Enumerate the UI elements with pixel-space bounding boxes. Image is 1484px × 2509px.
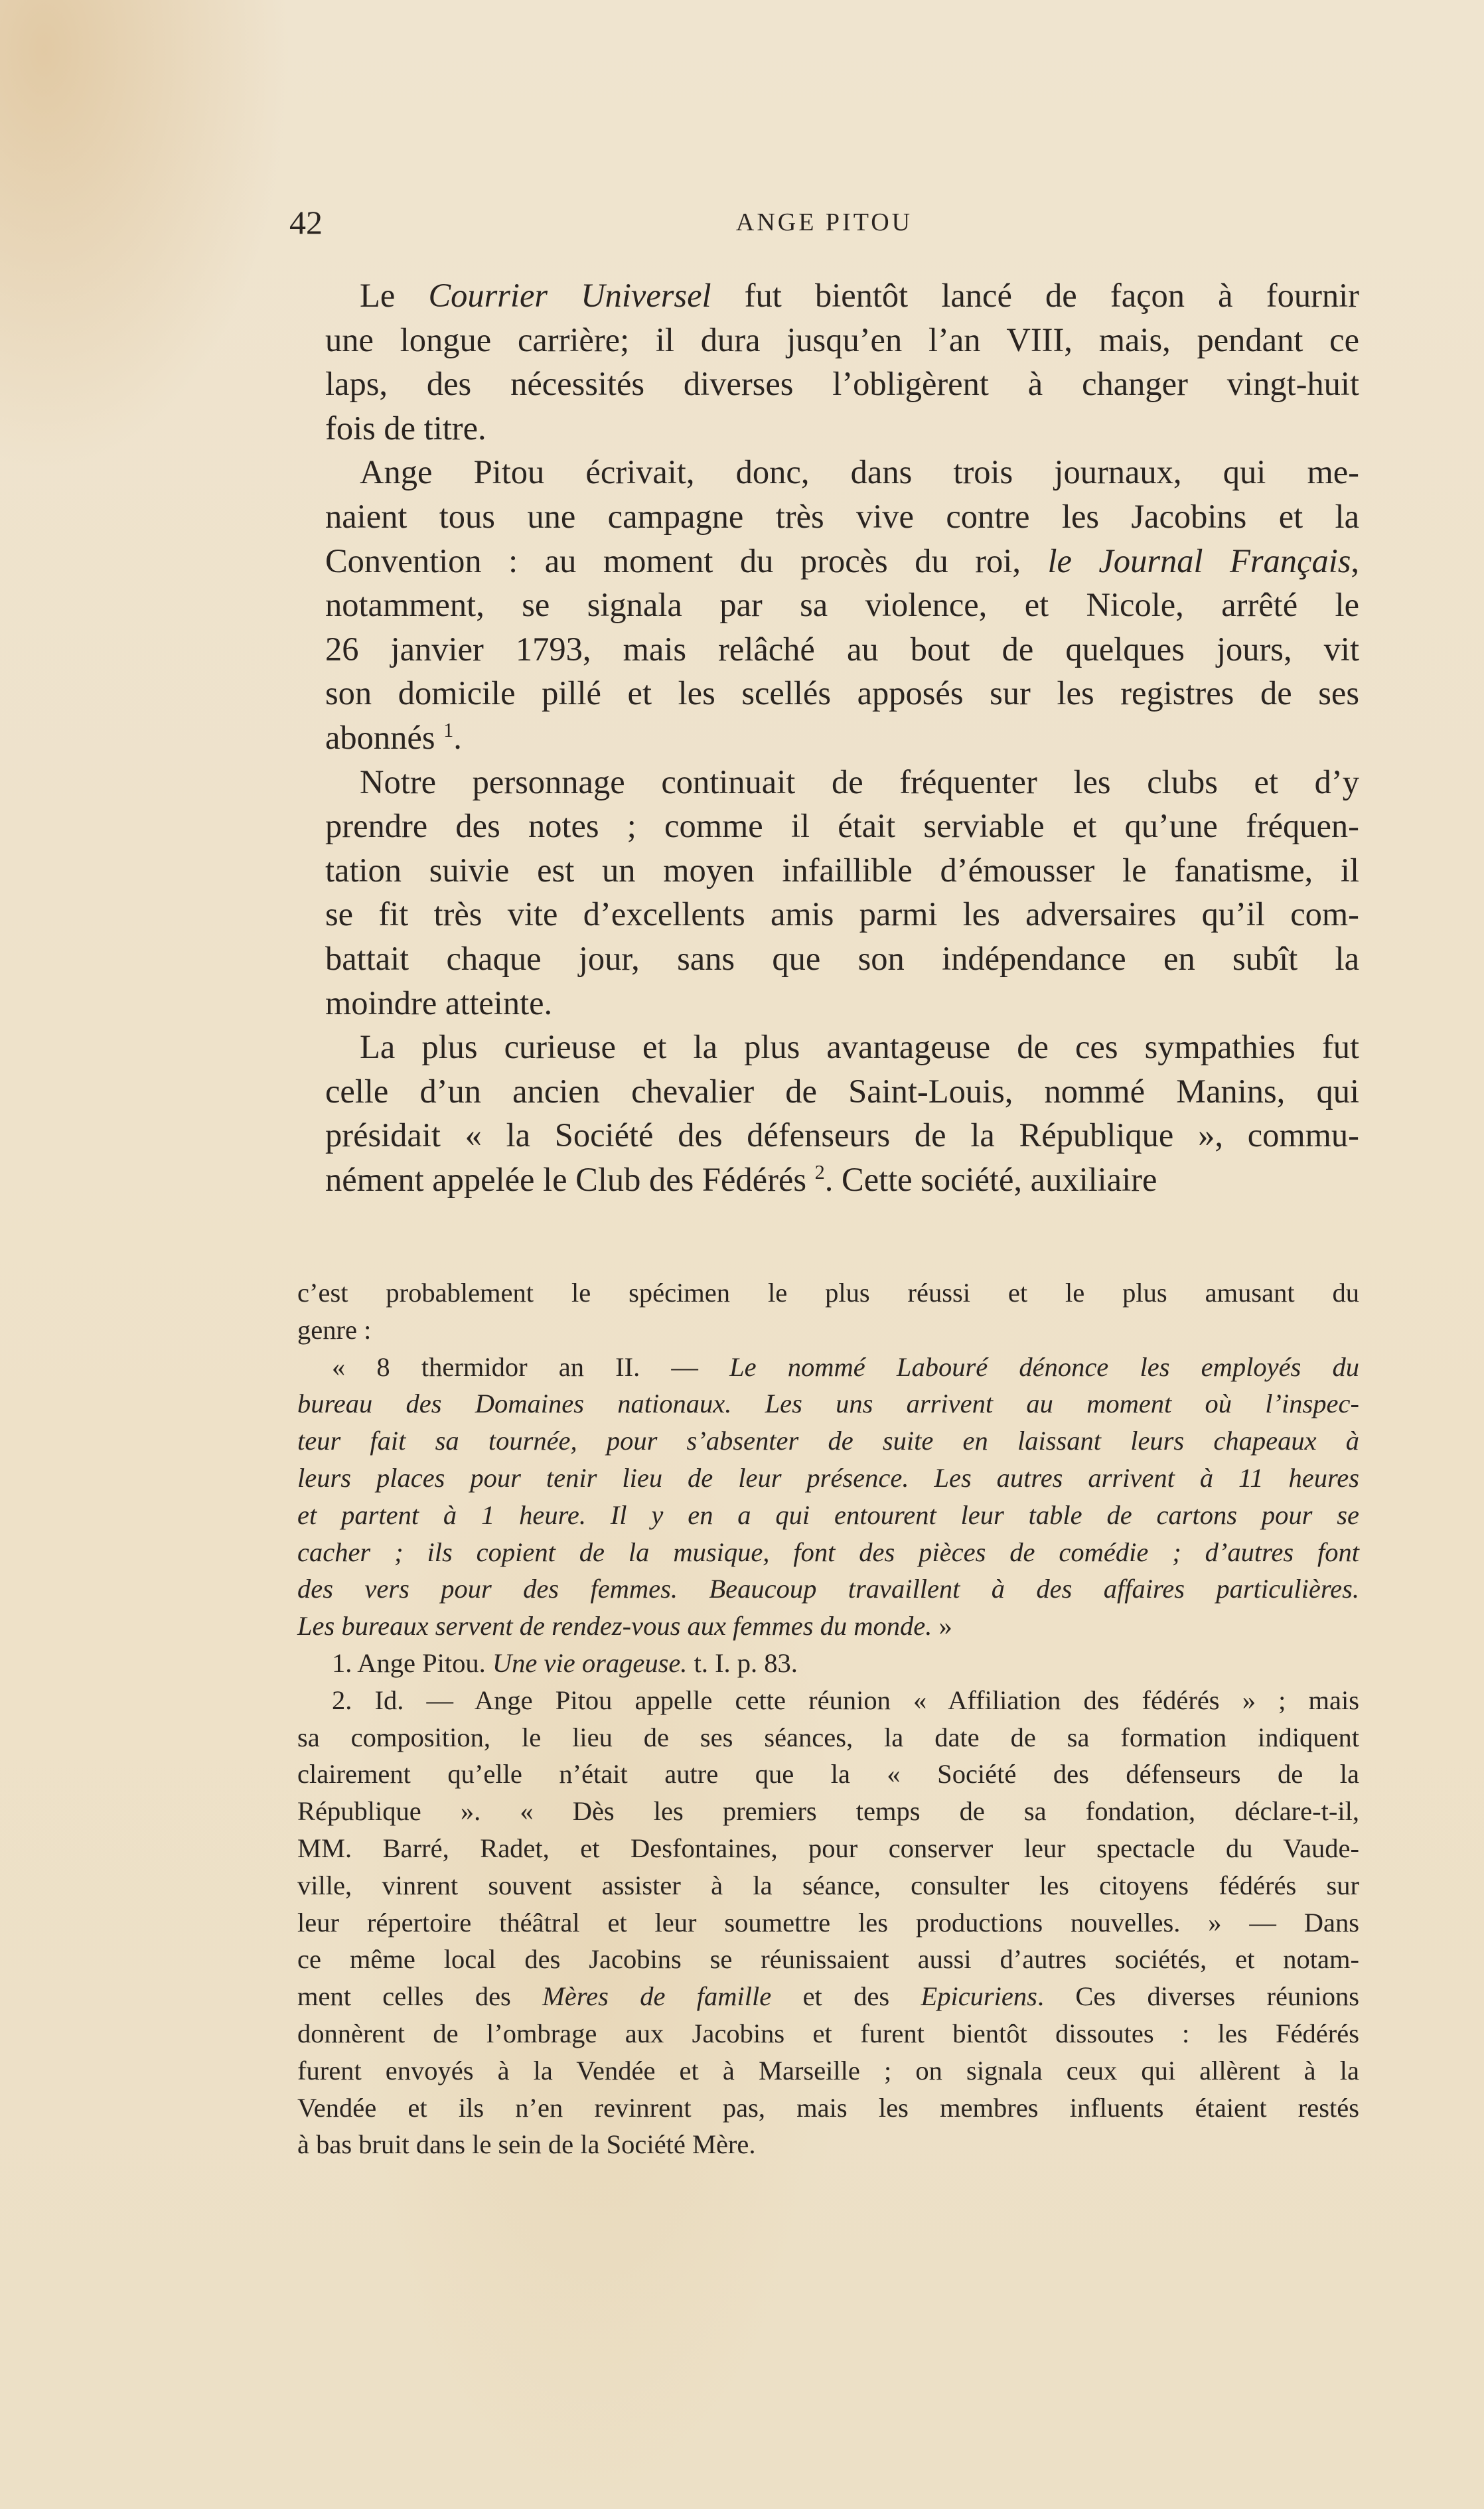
paragraph	[291, 760, 1359, 1026]
italic-text-run: des vers pour des femmes. Beaucoup travaillent à des affaires particulières.	[297, 1574, 1359, 1604]
text-run: son domicile pillé et les scellés apposés sur les registres de ses	[325, 674, 1359, 712]
text-run: Le	[360, 277, 429, 314]
italic-text-run: Les bureaux servent de rendez-vous aux femmes du monde.	[297, 1611, 932, 1641]
text-run: genre :	[297, 1314, 372, 1345]
text-run: Vendée et ils n’en revinrent pas, mais les membres influents étaient restés	[297, 2092, 1359, 2123]
text-run: ce même local des Jacobins se réunissaient aussi d’autres sociétés, et notam-	[297, 1944, 1359, 1975]
footnote-paragraph	[297, 1349, 1359, 1645]
text-line	[297, 1312, 1359, 1349]
text-run: se fit très vite d’excellents amis parmi les adversaires qu’il com-	[325, 895, 1359, 933]
page-header	[289, 199, 1359, 246]
text-line	[291, 450, 1359, 494]
text-line	[291, 981, 1359, 1026]
text-line	[297, 2052, 1359, 2090]
text-line	[297, 1941, 1359, 1978]
text-line	[291, 362, 1359, 406]
text-line	[297, 1422, 1359, 1460]
text-run: furent envoyés à la Vendée et à Marseille ; on signala ceux qui allèrent à la	[297, 2055, 1359, 2086]
text-run: La plus curieuse et la plus avantageuse de ces sympathies fut	[360, 1028, 1359, 1066]
italic-text-run: leurs places pour tenir lieu de leur présence. Les autres arrivent à 11 heures	[297, 1462, 1359, 1493]
text-line	[297, 1682, 1359, 1719]
text-run: et des	[771, 1981, 921, 2012]
text-line	[291, 406, 1359, 451]
text-line	[297, 1497, 1359, 1534]
text-run: notamment, se signala par sa violence, et Nicole, arrêté le	[325, 586, 1359, 624]
text-run: .	[453, 718, 462, 756]
text-line	[297, 2126, 1359, 2163]
text-line	[291, 583, 1359, 627]
text-run: 2. Id. — Ange Pitou appelle cette réunion « Affiliation des fédérés » ; mais	[332, 1685, 1359, 1715]
text-run: une longue carrière; il dura jusqu’en l’an VIII, mais, pendant ce	[325, 321, 1359, 358]
footnotes	[297, 1274, 1359, 2163]
text-line	[297, 1830, 1359, 1867]
text-line	[291, 1113, 1359, 1158]
text-line	[297, 1793, 1359, 1830]
text-line	[291, 1025, 1359, 1069]
text-run: clairement qu’elle n’était autre que la « Société des défenseurs de la	[297, 1759, 1359, 1789]
text-line	[291, 1069, 1359, 1114]
text-line	[291, 1158, 1359, 1202]
text-run: fut bientôt lancé de façon à fournir	[711, 277, 1359, 314]
text-run: ment celles des	[297, 1981, 543, 2012]
text-run: à bas bruit dans le sein de la Société Mère.	[297, 2129, 756, 2160]
paragraph	[291, 273, 1359, 450]
text-line	[297, 1756, 1359, 1793]
text-line	[291, 318, 1359, 362]
text-run: prendre des notes ; comme il était serviable et qu’une fréquen-	[325, 807, 1359, 845]
text-line	[291, 937, 1359, 981]
text-run: celle d’un ancien chevalier de Saint-Louis, nommé Manins, qui	[325, 1072, 1359, 1110]
text-run: t. I. p. 83.	[687, 1647, 798, 1678]
text-run: sa composition, le lieu de ses séances, la date de sa formation indiquent	[297, 1722, 1359, 1752]
text-run: tation suivie est un moyen infaillible d’émousser le fanatisme, il	[325, 851, 1359, 889]
italic-text-run: cacher ; ils copient de la musique, font des pièces de comédie ; d’autres font	[297, 1537, 1359, 1567]
footnote-marker: 2	[814, 1161, 825, 1184]
text-run: ,	[1351, 542, 1360, 579]
text-line	[297, 1645, 1359, 1682]
text-run: c’est probablement le spécimen le plus réussi et le plus amusant du	[297, 1278, 1359, 1308]
text-run: battait chaque jour, sans que son indépendance en subît la	[325, 939, 1359, 977]
paragraph	[291, 450, 1359, 759]
italic-text-run: Le nommé Labouré dénonce les employés du	[729, 1351, 1359, 1382]
text-run: ville, vinrent souvent assister à la séance, consulter les citoyens fédérés sur	[297, 1870, 1359, 1900]
italic-text-run: Une vie orageuse.	[492, 1647, 688, 1678]
text-line	[291, 671, 1359, 716]
page-number: 42	[289, 204, 323, 241]
text-line	[291, 892, 1359, 937]
paragraph	[291, 1025, 1359, 1201]
text-run: . Cette société, auxiliaire	[824, 1160, 1157, 1198]
text-line	[297, 1608, 1359, 1645]
text-line	[291, 273, 1359, 318]
text-line	[297, 2015, 1359, 2052]
text-run: Convention : au moment du procès du roi,	[325, 542, 1048, 579]
footnote-marker: 1	[443, 719, 454, 742]
footnote-paragraph	[297, 1645, 1359, 1682]
footnote-paragraph	[297, 1274, 1359, 1349]
main-text	[291, 273, 1359, 1201]
text-run: naient tous une campagne très vive contre les Jacobins et la	[325, 497, 1359, 535]
text-run: . Ces diverses réunions	[1037, 1981, 1359, 2012]
italic-text-run: et partent à 1 heure. Il y en a qui entourent leur table de cartons pour se	[297, 1499, 1359, 1530]
text-run: présidait « la Société des défenseurs de la République », commu-	[325, 1116, 1359, 1154]
text-line	[291, 760, 1359, 804]
text-line	[291, 716, 1359, 760]
text-line	[297, 1534, 1359, 1571]
text-run: nément appelée le Club des Fédérés	[325, 1160, 815, 1198]
italic-text-run: le Journal Français	[1047, 542, 1351, 579]
text-run: fois de titre.	[325, 409, 486, 447]
text-line	[291, 627, 1359, 672]
footnote-paragraph	[297, 1682, 1359, 2163]
text-run: leur répertoire théâtral et leur soumettre les productions nouvelles. » — Dans	[297, 1907, 1359, 1938]
text-run: 1. Ange Pitou.	[332, 1647, 492, 1678]
text-line	[291, 804, 1359, 848]
text-run: « 8 thermidor an II. —	[332, 1351, 730, 1382]
text-run: laps, des nécessités diverses l’obligèrent à changer vingt-huit	[325, 365, 1359, 403]
text-run: Notre personnage continuait de fréquenter les clubs et d’y	[360, 763, 1359, 800]
text-run: donnèrent de l’ombrage aux Jacobins et furent bientôt dissoutes : les Fédérés	[297, 2018, 1359, 2048]
text-run: »	[932, 1611, 952, 1641]
italic-text-run: bureau des Domaines nationaux. Les uns arrivent au moment où l’inspec-	[297, 1389, 1359, 1419]
text-line	[297, 1978, 1359, 2015]
text-line	[291, 539, 1359, 583]
text-line	[297, 1719, 1359, 1756]
text-line	[291, 848, 1359, 893]
text-run: abonnés	[325, 718, 444, 756]
text-line	[297, 1867, 1359, 1904]
text-run: Ange Pitou écrivait, donc, dans trois journaux, qui me-	[360, 453, 1359, 491]
text-line	[297, 1570, 1359, 1608]
text-line	[297, 1349, 1359, 1386]
italic-text-run: Courrier Universel	[428, 277, 711, 314]
text-run: 26 janvier 1793, mais relâché au bout de quelques jours, vit	[325, 630, 1359, 668]
text-line	[297, 1460, 1359, 1497]
text-run: République ». « Dès les premiers temps de sa fondation, déclare-t-il,	[297, 1796, 1359, 1827]
text-line	[291, 494, 1359, 539]
italic-text-run: Epicuriens	[921, 1981, 1037, 2012]
text-line	[297, 2090, 1359, 2127]
italic-text-run: Mères de famille	[542, 1981, 772, 2012]
text-line	[297, 1904, 1359, 1941]
text-run: moindre atteinte.	[325, 984, 553, 1022]
text-line	[297, 1274, 1359, 1312]
text-run: MM. Barré, Radet, et Desfontaines, pour conserver leur spectacle du Vaude-	[297, 1833, 1359, 1863]
italic-text-run: teur fait sa tournée, pour s’absenter de suite en laissant leurs chapeaux à	[297, 1426, 1359, 1456]
running-title: ANGE PITOU	[735, 208, 913, 236]
text-line	[297, 1385, 1359, 1422]
